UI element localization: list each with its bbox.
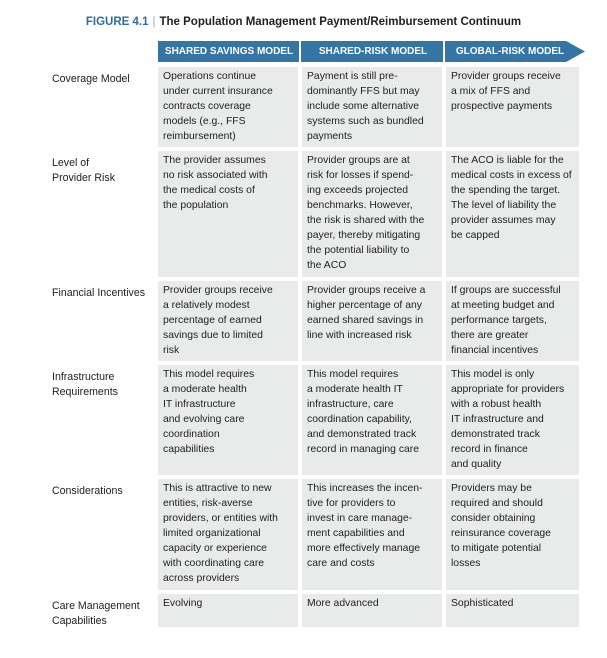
- cell-text-line: record in finance: [451, 444, 528, 455]
- cell-text-line: a relatively modest: [163, 300, 250, 311]
- cell-text-line: reimbursement): [163, 131, 236, 142]
- cell-text-line: demonstrated track: [451, 429, 540, 440]
- cell-text-line: under current insurance: [163, 86, 273, 97]
- cell-text-line: Evolving: [163, 598, 203, 609]
- cell-text-line: financial incentives: [451, 345, 539, 356]
- cell-text-line: a mix of FFS and: [451, 86, 531, 97]
- cell-text-line: medical costs in excess of: [451, 170, 572, 181]
- table-cell-shared-risk: [302, 594, 442, 627]
- cell-text-line: This model is only: [451, 369, 535, 380]
- cell-text-line: include some alternative: [307, 101, 420, 112]
- cell-text-line: there are greater: [451, 330, 529, 341]
- cell-text-line: The provider assumes: [163, 155, 266, 166]
- figure-title-text: The Population Management Payment/Reimbursement Continuum: [159, 16, 522, 28]
- cell-text-line: no risk associated with: [163, 170, 268, 181]
- cell-text-line: earned shared savings in: [307, 315, 424, 326]
- cell-text-line: be capped: [451, 230, 500, 241]
- row-label-line: Care Management: [52, 600, 140, 612]
- row-label: [52, 599, 152, 629]
- cell-text-line: at meeting budget and: [451, 300, 555, 311]
- cell-text-line: risk: [163, 345, 180, 356]
- cell-text-line: across providers: [163, 573, 240, 584]
- cell-text-line: invest in care manage-: [307, 513, 413, 524]
- row-label-line: Capabilities: [52, 615, 107, 627]
- cell-text-line: percentage of earned: [163, 315, 262, 326]
- cell-text-line: Sophisticated: [451, 598, 514, 609]
- table-cell-shared-savings: [158, 281, 298, 361]
- column-header-bar: [158, 41, 586, 62]
- cell-text-line: This is attractive to new: [163, 483, 272, 494]
- cell-text-line: the medical costs of: [163, 185, 255, 196]
- row-label-line: Provider Risk: [52, 172, 115, 184]
- cell-text-line: Provider groups receive: [451, 71, 561, 82]
- cell-text-line: performance targets,: [451, 315, 547, 326]
- cell-text-line: entities, risk-averse: [163, 498, 253, 509]
- figure-title: [0, 16, 607, 28]
- table-cell-shared-savings: [158, 594, 298, 627]
- column-header-shared-savings: SHARED SAVINGS MODEL: [164, 46, 294, 57]
- cell-text-line: This model requires: [307, 369, 399, 380]
- cell-text-line: and quality: [451, 459, 502, 470]
- table-cell-global-risk: [446, 594, 579, 627]
- cell-text-line: coordination: [163, 429, 220, 440]
- title-separator: |: [152, 16, 156, 28]
- cell-text-line: Provider groups receive a: [307, 285, 426, 296]
- table-cell-shared-savings: [158, 151, 298, 277]
- table-cell-global-risk: [446, 67, 579, 147]
- cell-text-line: savings due to limited: [163, 330, 263, 341]
- table-cell-shared-risk: [302, 281, 442, 361]
- table-cell-shared-risk: [302, 151, 442, 277]
- cell-text-line: Payment is still pre-: [307, 71, 398, 82]
- cell-text-line: provider assumes may: [451, 215, 556, 226]
- cell-text-line: appropriate for providers: [451, 384, 565, 395]
- cell-text-line: line with increased risk: [307, 330, 412, 341]
- row-label: [52, 370, 152, 400]
- cell-text-line: ing exceeds projected: [307, 185, 409, 196]
- cell-text-line: More advanced: [307, 598, 379, 609]
- cell-text-line: and evolving care: [163, 414, 245, 425]
- cell-text-line: IT infrastructure: [163, 399, 236, 410]
- cell-text-line: tive for providers to: [307, 498, 396, 509]
- cell-text-line: providers, or entities with: [163, 513, 278, 524]
- table-cell-shared-risk: [302, 365, 442, 475]
- cell-text-line: reinsurance coverage: [451, 528, 551, 539]
- cell-text-line: infrastructure, care: [307, 399, 394, 410]
- cell-text-line: higher percentage of any: [307, 300, 422, 311]
- cell-text-line: required and should: [451, 498, 543, 509]
- row-label-line: Coverage Model: [52, 73, 130, 85]
- table-cell-global-risk: [446, 365, 579, 475]
- row-label-line: Infrastructure: [52, 371, 115, 383]
- cell-text-line: payer, thereby mitigating: [307, 230, 421, 241]
- cell-text-line: to mitigate potential: [451, 543, 542, 554]
- cell-text-line: capacity or experience: [163, 543, 267, 554]
- cell-text-line: systems such as bundled: [307, 116, 424, 127]
- row-label-line: Level of: [52, 157, 90, 169]
- cell-text-line: losses: [451, 558, 481, 569]
- cell-text-line: The ACO is liable for the: [451, 155, 564, 166]
- column-header-global-risk: GLOBAL-RISK MODEL: [455, 46, 565, 57]
- cell-text-line: the population: [163, 200, 229, 211]
- row-label: [52, 72, 152, 87]
- cell-text-line: a moderate health IT: [307, 384, 403, 395]
- cell-text-line: If groups are successful: [451, 285, 561, 296]
- table-cell-shared-savings: [158, 67, 298, 147]
- cell-text-line: IT infrastructure and: [451, 414, 544, 425]
- figure-label: FIGURE 4.1: [85, 16, 149, 28]
- table-cell-shared-risk: [302, 67, 442, 147]
- cell-text-line: Provider groups receive: [163, 285, 273, 296]
- table-cell-shared-savings: [158, 479, 298, 590]
- cell-text-line: payments: [307, 131, 353, 142]
- cell-text-line: the spending the target.: [451, 185, 561, 196]
- cell-text-line: record in managing care: [307, 444, 420, 455]
- cell-text-line: The level of liability the: [451, 200, 557, 211]
- column-header-shared-risk: SHARED-RISK MODEL: [318, 46, 428, 57]
- cell-text-line: limited organizational: [163, 528, 261, 539]
- cell-text-line: the risk is shared with the: [307, 215, 425, 226]
- table-cell-global-risk: [446, 151, 579, 277]
- cell-text-line: more effectively manage: [307, 543, 421, 554]
- cell-text-line: the potential liability to: [307, 245, 410, 256]
- cell-text-line: benchmarks. However,: [307, 200, 413, 211]
- cell-text-line: a moderate health: [163, 384, 247, 395]
- cell-text-line: This model requires: [163, 369, 255, 380]
- table-cell-global-risk: [446, 479, 579, 590]
- cell-text-line: models (e.g., FFS: [163, 116, 246, 127]
- table-cell-global-risk: [446, 281, 579, 361]
- cell-text-line: capabilities: [163, 444, 215, 455]
- cell-text-line: with a robust health: [451, 399, 542, 410]
- cell-text-line: the ACO: [307, 260, 347, 271]
- cell-text-line: Provider groups are at: [307, 155, 410, 166]
- row-label: [52, 156, 152, 186]
- cell-text-line: This increases the incen-: [307, 483, 423, 494]
- cell-text-line: and demonstrated track: [307, 429, 417, 440]
- cell-text-line: Operations continue: [163, 71, 256, 82]
- cell-text-line: consider obtaining: [451, 513, 536, 524]
- cell-text-line: contracts coverage: [163, 101, 251, 112]
- table-cell-shared-risk: [302, 479, 442, 590]
- row-label-line: Requirements: [52, 386, 118, 398]
- cell-text-line: Providers may be: [451, 483, 532, 494]
- cell-text-line: ment capabilities and: [307, 528, 405, 539]
- cell-text-line: coordination capability,: [307, 414, 412, 425]
- cell-text-line: dominantly FFS but may: [307, 86, 420, 97]
- row-label-line: Considerations: [52, 485, 123, 497]
- cell-text-line: with coordinating care: [163, 558, 265, 569]
- cell-text-line: risk for losses if spend-: [307, 170, 414, 181]
- cell-text-line: care and costs: [307, 558, 375, 569]
- row-label: [52, 286, 152, 301]
- row-label-line: Financial Incentives: [52, 287, 146, 299]
- cell-text-line: prospective payments: [451, 101, 553, 112]
- table-cell-shared-savings: [158, 365, 298, 475]
- row-label: [52, 484, 152, 499]
